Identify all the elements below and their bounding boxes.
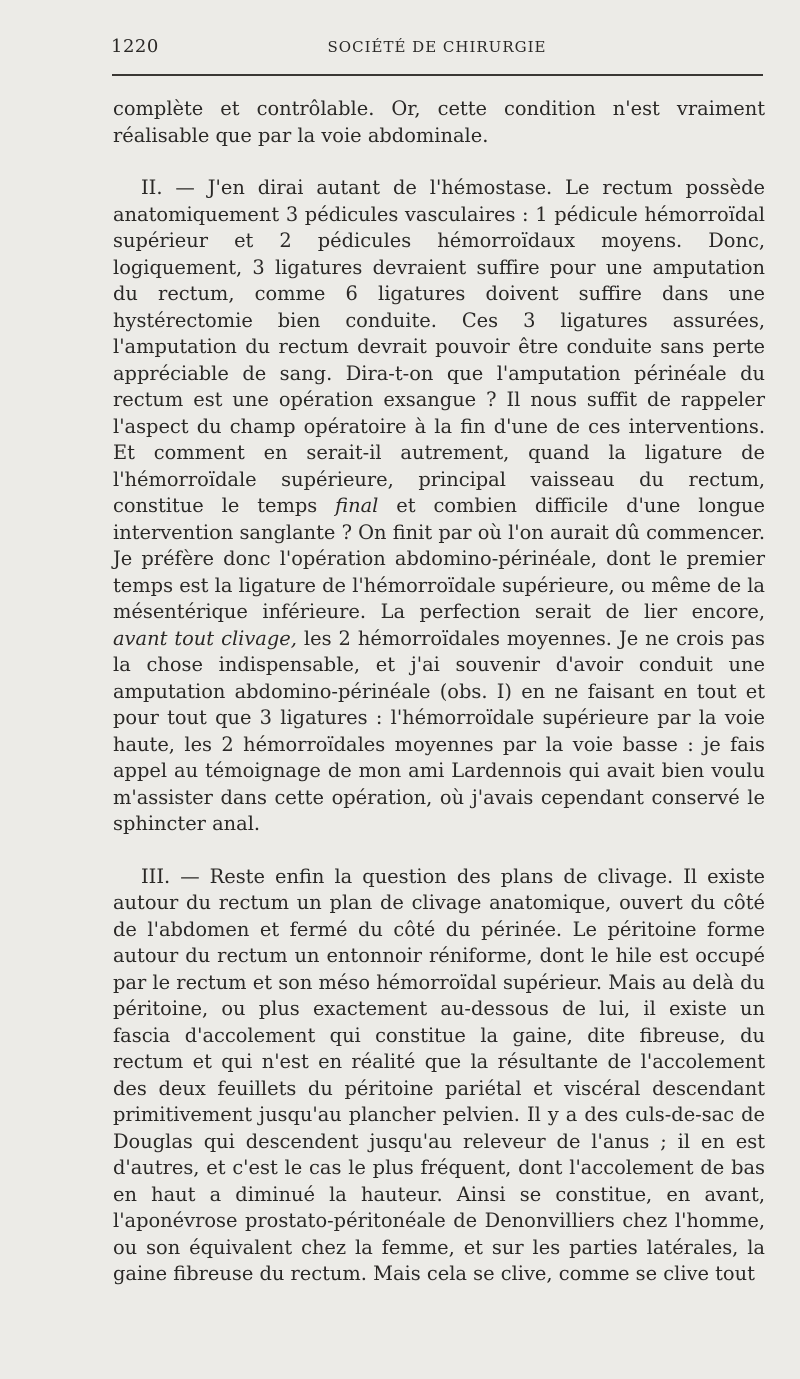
paragraph-gap — [113, 838, 765, 864]
italic-avant-tout-clivage: avant tout clivage, — [113, 626, 297, 650]
page-header — [111, 36, 763, 60]
running-title: SOCIÉTÉ DE CHIRURGIE — [327, 38, 547, 56]
paragraph-continuation: complète et contrôlable. Or, cette condition n'est vraiment réalisable que par la voie abdominale. — [113, 97, 765, 147]
paragraph-gap — [113, 149, 765, 175]
header-rule — [112, 74, 763, 76]
body-text — [113, 96, 765, 1288]
paragraph-hemostase: II. — J'en dirai autant de l'hémostase. Le rectum possède anatomiquement 3 pédicules vasculaires : 1 pédicule hémorroïdal supérieur et 2 pédicules hémorroïdaux moyens. Donc, logiquement, 3 ligatures devraient suffire pour une amputation du rectum, comme 6 ligatures doivent suffire dans une hystérectomie bien conduite. Ces 3 ligatures assurées, l'amputation du rectum devrait pouvoir être conduite sans perte appréciable de sang. Dira-t-on que l'amputation périnéale du rectum est une opération exsangue ? Il nous suffit de rappeler l'aspect du champ opératoire à la fin d'une de ces interventions. Et comment en serait-il autrement, quand la ligature de l'hémorroïdale supérieure, principal vaisseau du rectum, constitue le temps final et combien difficile d'une longue intervention sanglante ? On finit par où l'on aurait dû commencer. Je préfère donc l'opération abdomino-périnéale, dont le premier temps est la ligature de l'hémorroïdale supérieure, ou même de la mésentérique inférieure. La perfection serait de lier encore, avant tout clivage, les 2 hémorroïdales moyennes. Je ne crois pas la chose indispensable, et j'ai souvenir d'avoir conduit une amputation abdomino-périnéale (obs. I) en ne faisant en tout et pour tout que 3 ligatures : l'hémorroïdale supérieure par la voie haute, les 2 hémorroïdales moyennes par la voie basse : je fais appel au témoignage de mon ami Lardennois qui avait bien voulu m'assister dans cette opération, où j'avais cependant conservé le sphincter anal. — [113, 176, 765, 835]
italic-final: final — [335, 494, 379, 517]
page-number: 1220 — [111, 36, 159, 57]
paragraph-clivage: III. — Reste enfin la question des plans de clivage. Il existe autour du rectum un plan de clivage anatomique, ouvert du côté de l'abdomen et fermé du côté du périnée. Le péritoine forme autour du rectum un entonnoir réniforme, dont le hile est occupé par le rectum et son méso hémorroïdal supérieur. Mais au delà du péritoine, ou plus exactement au-dessous de lui, il existe un fascia d'accolement qui constitue la gaine, dite fibreuse, du rectum et qui n'est en réalité que la résultante de l'accolement des deux feuillets du péritoine pariétal et viscéral descendant primitivement jusqu'au plancher pelvien. Il y a des culs-de-sac de Douglas qui descendent jusqu'au releveur de l'anus ; il en est d'autres, et c'est le cas le plus fréquent, dont l'accolement de bas en haut a diminué la hauteur. Ainsi se constitue, en avant, l'aponévrose prostato-péritonéale de Denonvilliers chez l'homme, ou son équivalent chez la femme, et sur les parties latérales, la gaine fibreuse du rectum. Mais cela se clive, comme se clive tout — [113, 864, 765, 1285]
